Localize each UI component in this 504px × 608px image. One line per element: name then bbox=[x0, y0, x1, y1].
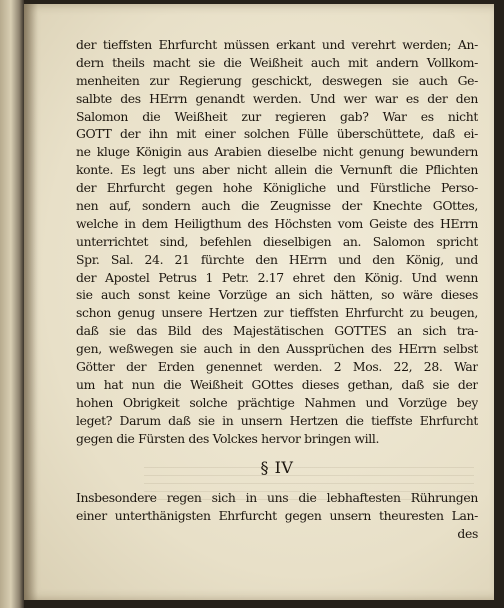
previous-page-edge bbox=[0, 0, 24, 608]
text-line: ne kluge Königin aus Arabien dieselbe nicht genung bewundern bbox=[76, 144, 478, 160]
text-line: dern theils macht sie die Weißheit auch mit andern Vollkom- bbox=[76, 54, 478, 70]
body-text bbox=[76, 36, 478, 543]
section-heading: § IV bbox=[260, 458, 294, 478]
catchword: des bbox=[457, 526, 478, 542]
text-line: der Apostel Petrus 1 Petr. 2.17 ehret den König. Und wenn bbox=[76, 269, 478, 285]
text-line: Salomon die Weißheit zur regieren gab? War es nicht bbox=[76, 108, 478, 124]
text-line: Spr. Sal. 24. 21 fürchte den HErrn und den König, und bbox=[76, 251, 478, 267]
text-line: unterrichtet sind, befehlen dieselbigen an. Salomon spricht bbox=[76, 233, 478, 249]
text-line: gen, weßwegen sie auch in den Aussprüchen des HErrn selbst bbox=[76, 341, 478, 357]
page-gutter-shadow bbox=[24, 4, 38, 600]
text-line: menheiten zur Regierung geschickt, deswegen sie auch Ge- bbox=[76, 72, 478, 88]
page bbox=[24, 4, 494, 600]
text-line: leget? Darum daß sie in unsern Hertzen die tieffste Ehrfurcht bbox=[76, 412, 478, 428]
text-line: salbte des HErrn genandt werden. Und wer war es der den bbox=[76, 90, 478, 106]
text-line: Insbesondere regen sich in uns die lebhaftesten Rührungen bbox=[76, 490, 478, 506]
text-line: einer unterthänigsten Ehrfurcht gegen unsern theuresten Lan- bbox=[76, 508, 478, 524]
text-line: konte. Es legt uns aber nicht allein die Vernunft die Pflichten bbox=[76, 162, 478, 178]
text-line: GOTT der ihn mit einer solchen Fülle überschüttete, daß ei- bbox=[76, 126, 478, 142]
text-line: um hat nun die Weißheit GOttes dieses gethan, daß sie der bbox=[76, 376, 478, 392]
text-line: hohen Obrigkeit solche prächtige Nahmen und Vorzüge bey bbox=[76, 394, 478, 410]
text-line: daß sie das Bild des Majestätischen GOTTES an sich tra- bbox=[76, 323, 478, 339]
text-line: nen auf, sondern auch die Zeugnisse der Knechte GOttes, bbox=[76, 198, 478, 214]
text-line: gegen die Fürsten des Volckes hervor bringen will. bbox=[76, 430, 380, 446]
text-line: der tieffsten Ehrfurcht müssen erkant und verehrt werden; An- bbox=[76, 37, 478, 52]
text-line: schon genug unsere Hertzen zur tieffsten Ehrfurcht zu beugen, bbox=[76, 305, 478, 321]
text-line: sie auch sonst keine Vorzüge an sich hätten, so wäre dieses bbox=[76, 287, 478, 303]
text-line: Götter der Erden genennet werden. 2 Mos. 22, 28. War bbox=[76, 359, 478, 375]
text-line: der Ehrfurcht gegen hohe Königliche und Fürstliche Perso- bbox=[76, 180, 478, 196]
text-line: welche in dem Heiligthum des Höchsten vom Geiste des HErrn bbox=[76, 215, 478, 231]
